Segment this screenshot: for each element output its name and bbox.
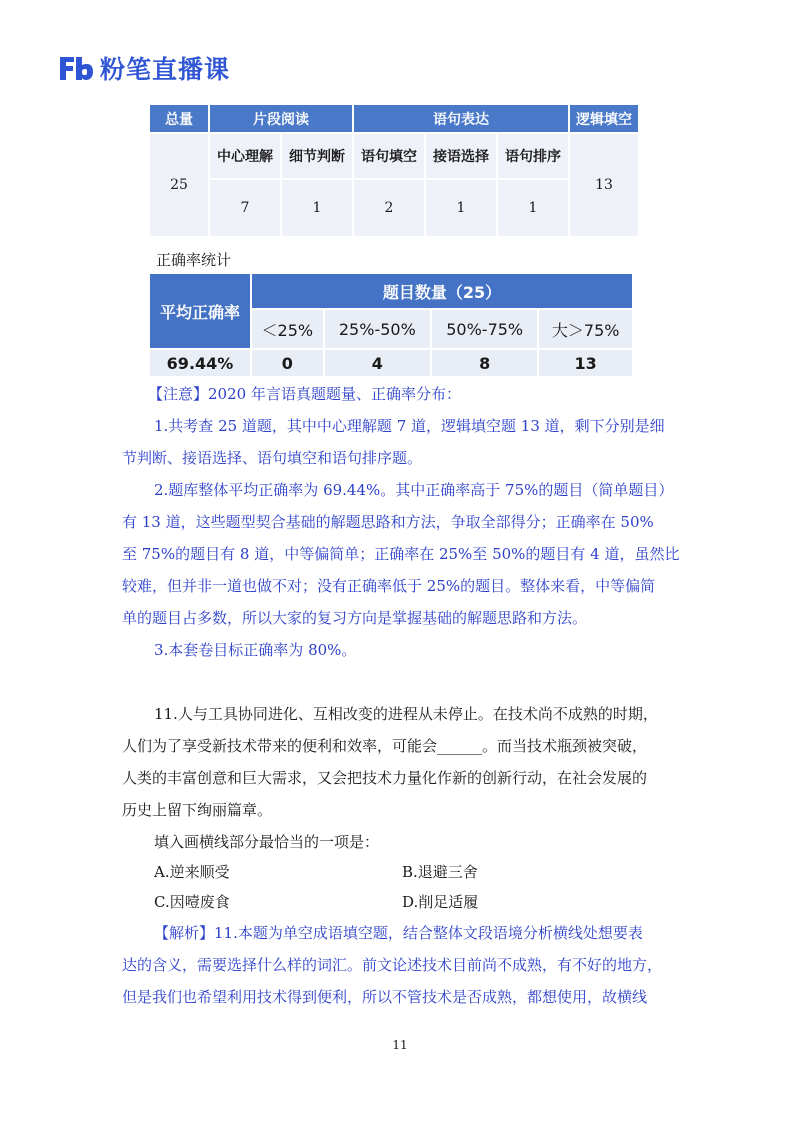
accuracy-caption: 正确率统计 <box>156 251 232 269</box>
accuracy-table <box>148 272 634 378</box>
range-cell: 大＞75% <box>539 310 632 348</box>
option-c: C.因噎废食 <box>154 893 230 911</box>
question-prompt: 填入画横线部分最恰当的一项是： <box>154 833 380 851</box>
subheader-cell: 语句填空 <box>354 134 424 178</box>
note-paragraph-line: 2.题库整体平均正确率为 69.44%。其中正确率高于 75%的题目（简单题目） <box>154 481 674 499</box>
note-paragraph-line: 3.本套卷目标正确率为 80%。 <box>154 641 357 659</box>
question-line: 人类的丰富创意和巨大需求，又会把技术力量化作新的创新行动，在社会发展的 <box>122 769 648 787</box>
range-cell: ＜25% <box>252 310 323 348</box>
total-value: 25 <box>150 134 208 236</box>
header-total: 总量 <box>150 105 208 132</box>
subheader-cell: 细节判断 <box>282 134 352 178</box>
count-value: 0 <box>252 350 323 376</box>
range-cell: 25%-50% <box>325 310 430 348</box>
count-value: 4 <box>325 350 430 376</box>
analysis-line: 但是我们也希望利用技术得到便利，所以不管技术是否成熟，都想使用，故横线 <box>122 988 648 1006</box>
count-cell: 1 <box>426 180 496 236</box>
logic-value: 13 <box>570 134 638 236</box>
note-paragraph-line: 1.共考查 25 道题，其中中心理解题 7 道，逻辑填空题 13 道，剩下分别是细 <box>154 417 665 435</box>
note-title: 【注意】2020 年言语真题题量、正确率分布： <box>148 385 461 403</box>
count-cell: 1 <box>282 180 352 236</box>
note-paragraph-line: 节判断、接语选择、语句填空和语句排序题。 <box>122 449 423 467</box>
header-expression: 语句表达 <box>354 105 568 132</box>
option-d: D.削足适履 <box>402 893 479 911</box>
analysis-line: 达的含义，需要选择什么样的词汇。前文论述技术目前尚不成熟，有不好的地方， <box>122 956 663 974</box>
option-b: B.退避三舍 <box>402 863 478 881</box>
avg-accuracy-header: 平均正确率 <box>150 274 250 348</box>
count-cell: 1 <box>498 180 568 236</box>
question-distribution-table <box>148 103 640 238</box>
question-line: 11.人与工具协同进化、互相改变的进程从未停止。在技术尚不成熟的时期， <box>154 705 658 723</box>
count-cell: 7 <box>210 180 280 236</box>
header-logic: 逻辑填空 <box>570 105 638 132</box>
page-number: 11 <box>392 1038 408 1052</box>
question-line: 历史上留下绚丽篇章。 <box>122 801 273 819</box>
note-paragraph-line: 较难，但并非一道也做不对；没有正确率低于 25%的题目。整体来看，中等偏简 <box>122 577 656 595</box>
note-paragraph-line: 至 75%的题目有 8 道，中等偏简单；正确率在 25%至 50%的题目有 4 道，虽然比 <box>122 545 680 563</box>
question-count-header: 题目数量（25） <box>252 274 632 308</box>
avg-accuracy-value: 69.44% <box>150 350 250 376</box>
header-reading: 片段阅读 <box>210 105 352 132</box>
question-line: 人们为了享受新技术带来的便利和效率，可能会______。而当技术瓶颈被突破， <box>122 737 648 755</box>
note-paragraph-line: 有 13 道，这些题型契合基础的解题思路和方法，争取全部得分；正确率在 50% <box>122 513 654 531</box>
brand-logo <box>58 50 230 86</box>
brand-name: 粉笔直播课 <box>100 55 231 84</box>
count-cell: 2 <box>354 180 424 236</box>
fb-logo-icon <box>58 53 94 83</box>
note-paragraph-line: 单的题目占多数，所以大家的复习方向是掌握基础的解题思路和方法。 <box>122 609 588 627</box>
subheader-cell: 语句排序 <box>498 134 568 178</box>
subheader-cell: 接语选择 <box>426 134 496 178</box>
range-cell: 50%-75% <box>432 310 537 348</box>
subheader-cell: 中心理解 <box>210 134 280 178</box>
analysis-line: 【解析】11.本题为单空成语填空题，结合整体文段语境分析横线处想要表 <box>154 924 643 942</box>
option-a: A.逆来顺受 <box>154 863 230 881</box>
count-value: 13 <box>539 350 632 376</box>
count-value: 8 <box>432 350 537 376</box>
